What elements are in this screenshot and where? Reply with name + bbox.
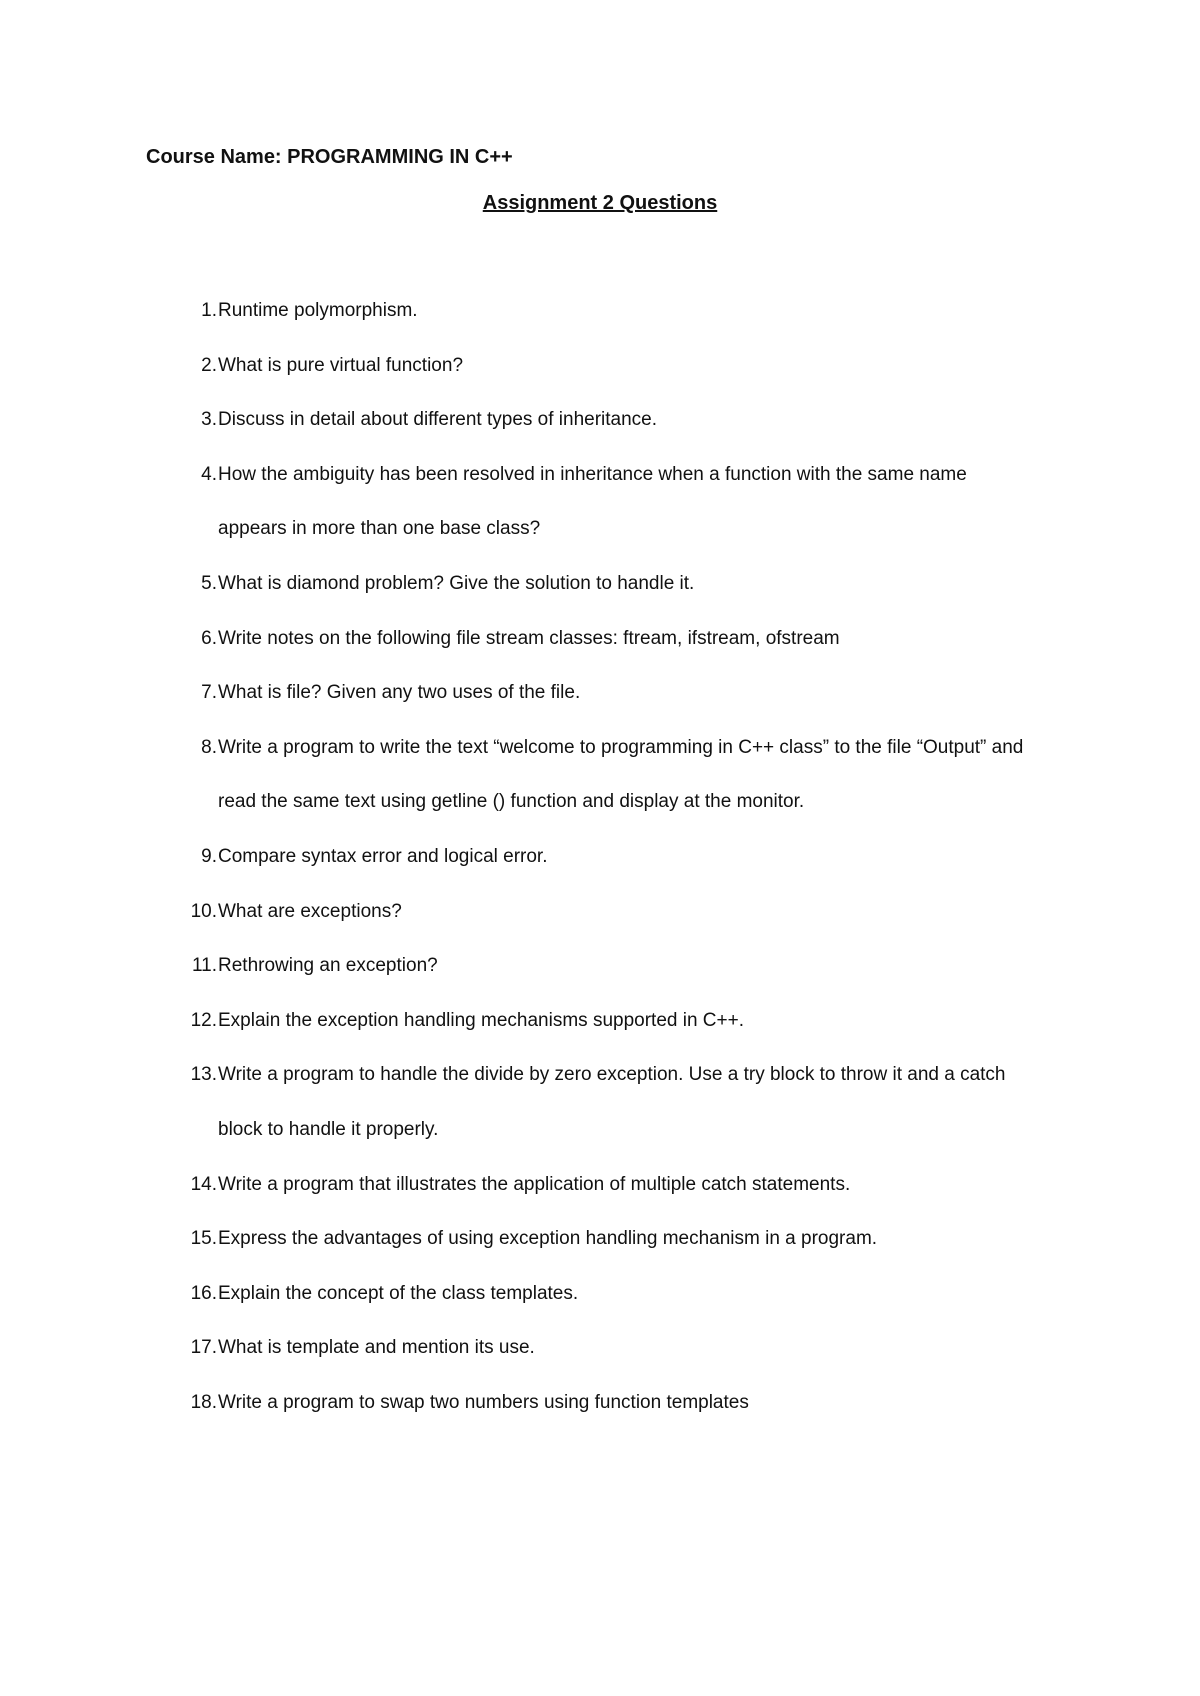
question-text: Runtime polymorphism.	[218, 300, 418, 321]
question-text: Compare syntax error and logical error.	[218, 845, 548, 867]
question-number: 8.	[201, 736, 217, 758]
question-text: Discuss in detail about different types of inheritance.	[218, 409, 658, 431]
question-text: Write notes on the following file stream classes: ftream, ifstream, ofstream	[218, 627, 840, 649]
question-text: Write a program to write the text “welcome to programming in C++ class” to the file “Output” and read the same text using getline () function and display at the monitor.	[218, 736, 1024, 813]
question-text: Write a program to swap two numbers using function templates	[218, 1391, 749, 1413]
course-name: Course Name: PROGRAMMING IN C++	[146, 146, 513, 168]
question-text: What is file? Given any two uses of the file.	[218, 682, 581, 704]
question-item	[0, 939, 1038, 994]
question-item	[0, 1267, 1038, 1322]
question-number: 1.	[201, 300, 217, 321]
question-number: 16.	[190, 1282, 217, 1304]
question-number: 18.	[190, 1391, 217, 1413]
question-item	[0, 1376, 1038, 1431]
question-item	[0, 393, 1038, 448]
question-number: 5.	[201, 572, 217, 594]
question-number: 4.	[201, 463, 217, 485]
question-text: What is pure virtual function?	[218, 354, 464, 376]
question-text: Write a program to handle the divide by zero exception. Use a try block to throw it and a catch block to handle it properly.	[218, 1064, 1006, 1140]
question-number: 12.	[190, 1009, 217, 1031]
question-number: 6.	[201, 627, 217, 649]
question-item	[0, 994, 1038, 1049]
question-text: Explain the concept of the class templates.	[218, 1282, 579, 1304]
question-text: What are exceptions?	[218, 900, 402, 922]
question-number: 14.	[190, 1173, 217, 1195]
question-item	[0, 339, 1038, 394]
question-item	[0, 721, 1038, 830]
question-item	[0, 612, 1038, 667]
question-text: How the ambiguity has been resolved in inheritance when a function with the same name appears in more than one base class?	[218, 463, 967, 540]
question-item	[0, 557, 1038, 612]
question-text: Rethrowing an exception?	[218, 955, 438, 977]
question-number: 17.	[190, 1337, 217, 1359]
question-number: 11.	[191, 955, 217, 977]
question-number: 3.	[201, 409, 217, 431]
question-text: Express the advantages of using exception handling mechanism in a program.	[218, 1228, 878, 1250]
question-item	[0, 1048, 1038, 1157]
question-item	[0, 1158, 1038, 1213]
question-number: 7.	[201, 682, 217, 704]
question-number: 9.	[201, 845, 217, 867]
question-item	[0, 830, 1038, 885]
question-number: 15.	[190, 1228, 217, 1250]
question-text: Explain the exception handling mechanisms supported in C++.	[218, 1009, 744, 1031]
question-number: 13.	[190, 1064, 217, 1086]
question-list	[0, 284, 1200, 1430]
question-item	[0, 1212, 1038, 1267]
question-number: 2.	[201, 354, 217, 376]
question-item	[0, 284, 1038, 339]
question-item	[0, 448, 1038, 557]
question-text: What is template and mention its use.	[218, 1337, 535, 1359]
question-text: Write a program that illustrates the application of multiple catch statements.	[218, 1173, 851, 1195]
question-number: 10.	[190, 900, 217, 922]
question-item	[0, 1321, 1038, 1376]
question-text: What is diamond problem? Give the solution to handle it.	[218, 572, 695, 594]
question-item	[0, 666, 1038, 721]
question-item	[0, 885, 1038, 940]
assignment-title: Assignment 2 Questions	[482, 192, 718, 214]
